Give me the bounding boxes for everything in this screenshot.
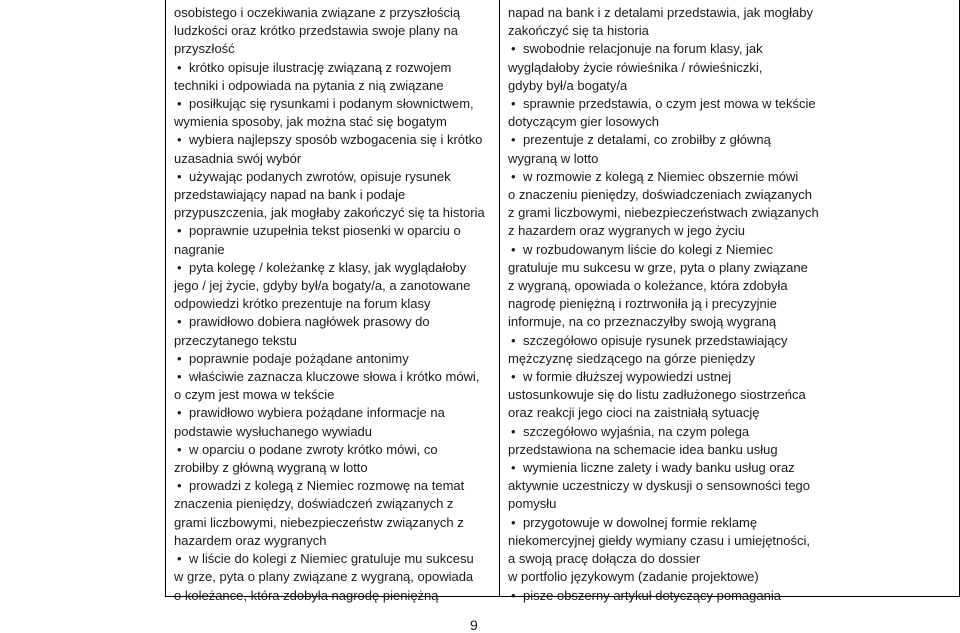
bullet-line: • wybiera najlepszy sposób wzbogacenia się i krótko [174,131,492,149]
text-line: przeczytanego tekstu [174,332,297,348]
text-line: w portfolio językowym (zadanie projektowe) [508,569,759,585]
text-line: techniki i odpowiada na pytania z nią związane [174,77,444,93]
text-line: podstawie wysłuchanego wywiadu [174,423,373,439]
text-line: wyglądałoby życie rówieśnika / rówieśniczki, [508,59,763,75]
text-line: nagrodę pieniężną i roztrwoniła ją i precyzyjnie [508,296,777,312]
text-line: w grze, pyta o plany związane z wygraną, opowiada [174,569,474,585]
text-line: jego / jej życie, gdyby był/a bogaty/a, a zanotowane [174,278,471,294]
bullet-line: • wymienia liczne zalety i wady banku usług oraz [508,459,953,477]
bullet-line: • w formie dłuższej wypowiedzi ustnej [508,368,953,386]
requirements-column-left [174,4,492,605]
bullet-line: • szczegółowo opisuje rysunek przedstawiający [508,332,953,350]
text-line: dotyczącym gier losowych [508,114,659,130]
bullet-line: • w rozbudowanym liście do kolegi z Niemiec [508,241,953,259]
bullet-line: • przygotowuje w dowolnej formie reklamę [508,514,953,532]
requirements-column-right [508,4,953,605]
bullet-line: • w liście do kolegi z Niemiec gratuluje mu sukcesu [174,550,492,568]
text-line: przyszłość [174,41,235,57]
text-line: pomysłu [508,496,557,512]
text-line: o czym jest mowa w tekście [174,387,335,403]
text-line: przypuszczenia, jak mogłaby zakończyć się ta historia [174,205,485,221]
text-line: grami liczbowymi, niebezpieczeństw związanych z [174,514,464,530]
bullet-line: • pisze obszerny artykuł dotyczący pomagania [508,587,953,605]
bullet-line: • używając podanych zwrotów, opisuje rysunek [174,168,492,186]
text-line: niekomercyjnej giełdy wymiany czasu i umiejętności, [508,532,811,548]
text-line: znaczenia pieniędzy, doświadczeń związanych z [174,496,454,512]
text-line: nagranie [174,241,225,257]
table-column-divider [499,0,500,597]
bullet-line: • prawidłowo dobiera nagłówek prasowy do [174,313,492,331]
text-line: ustosunkowuje się do listu zadłużonego siostrzeńca [508,387,806,403]
bullet-line: • prawidłowo wybiera pożądane informacje na [174,404,492,422]
text-line: a swoją pracę dołącza do dossier [508,551,701,567]
text-line: wygraną w lotto [508,150,599,166]
bullet-line: • swobodnie relacjonuje na forum klasy, jak [508,40,953,58]
bullet-line: • prezentuje z detalami, co zrobiłby z główną [508,131,953,149]
text-line: oraz reakcji jego cioci na zaistniałą sytuację [508,405,760,421]
text-line: z grami liczbowymi, niebezpieczeństwach związanych [508,205,819,221]
text-line: o znaczeniu pieniędzy, doświadczeniach związanych [508,187,812,203]
text-line: odpowiedzi krótko prezentuje na forum klasy [174,296,431,312]
page-number: 9 [470,617,478,633]
text-line: napad na bank i z detalami przedstawia, jak mogłaby [508,5,813,20]
text-line: z hazardem oraz wygranych w jego życiu [508,223,745,239]
text-line: o koleżance, która zdobyła nagrodę pieniężną [174,587,439,603]
text-line: gratuluje mu sukcesu w grze, pyta o plany związane [508,259,808,275]
text-line: uzasadnia swój wybór [174,150,302,166]
text-line: zrobiłby z główną wygraną w lotto [174,460,368,476]
text-line: z wygraną, opowiada o koleżance, która zdobyła [508,278,788,294]
table-border-left [165,0,166,597]
text-line: zakończyć się ta historia [508,23,649,39]
bullet-line: • poprawnie podaje pożądane antonimy [174,350,492,368]
text-line: mężczyznę siedzącego na górze pieniędzy [508,350,756,366]
text-line: gdyby był/a bogaty/a [508,77,628,93]
text-line: hazardem oraz wygranych [174,532,327,548]
bullet-line: • właściwie zaznacza kluczowe słowa i krótko mówi, [174,368,492,386]
bullet-line: • krótko opisuje ilustrację związaną z rozwojem [174,59,492,77]
text-line: wymienia sposoby, jak można stać się bogatym [174,114,447,130]
text-line: przedstawiający napad na bank i podaje [174,187,406,203]
bullet-line: • pyta kolegę / koleżankę z klasy, jak wyglądałoby [174,259,492,277]
text-line: aktywnie uczestniczy w dyskusji o sensowności tego [508,478,811,494]
bullet-line: • w oparciu o podane zwroty krótko mówi, co [174,441,492,459]
bullet-line: • w rozmowie z kolegą z Niemiec obszernie mówi [508,168,953,186]
bullet-line: • posiłkując się rysunkami i podanym słownictwem, [174,95,492,113]
bullet-line: • szczegółowo wyjaśnia, na czym polega [508,423,953,441]
text-line: informuje, na co przeznaczyłby swoją wygraną [508,314,777,330]
bullet-line: • sprawnie przedstawia, o czym jest mowa w tekście [508,95,953,113]
text-line: osobistego i oczekiwania związane z przyszłością [174,5,461,20]
bullet-line: • poprawnie uzupełnia tekst piosenki w oparciu o [174,222,492,240]
text-line: przedstawiona na schemacie idea banku usług [508,441,778,457]
text-line: ludzkości oraz krótko przedstawia swoje plany na [174,23,458,39]
bullet-line: • prowadzi z kolegą z Niemiec rozmowę na temat [174,477,492,495]
